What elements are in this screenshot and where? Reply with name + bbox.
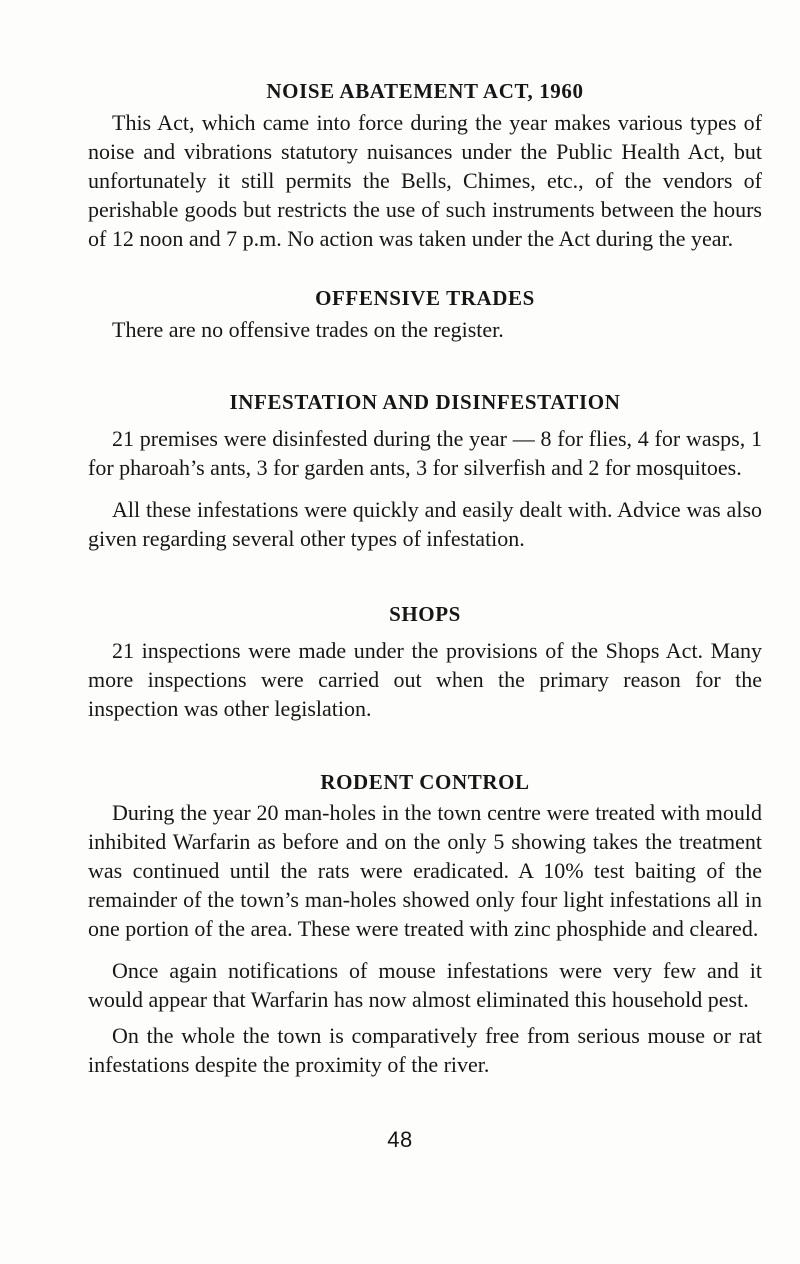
section-noise-abatement-act xyxy=(88,76,762,253)
paragraph: 21 premises were disinfested during the year — 8 for flies, 4 for wasps, 1 for pharoah’s ants, 3 for garden ants, 3 for silverfish and 2 for mosquitoes. xyxy=(88,426,762,480)
section-rodent-control xyxy=(88,767,762,1079)
page-content xyxy=(88,76,762,1079)
section-heading: INFESTATION AND DISINFESTATION xyxy=(229,390,621,414)
section-heading: OFFENSIVE TRADES xyxy=(315,286,535,310)
section-offensive-trades xyxy=(88,283,762,344)
paragraph: There are no offensive trades on the register. xyxy=(112,317,504,342)
section-infestation-and-disinfestation xyxy=(88,387,762,553)
paragraph: During the year 20 man-holes in the town centre were treated with mould inhibited Warfarin as before and on the only 5 showing takes the treatment was continued until the rats were eradicated. A 10% test baiting of the remainder of the town’s man-holes showed only four light infestations all in one portion of the area. These were treated with zinc phosphide and cleared. xyxy=(88,800,762,941)
paragraph: 21 inspections were made under the provisions of the Shops Act. Many more inspections were carried out when the primary reason for the inspection was other legislation. xyxy=(88,638,762,721)
section-shops xyxy=(88,599,762,723)
paragraph: This Act, which came into force during the year makes various types of noise and vibrations statutory nuisances under the Public Health Act, but unfortunately it still permits the Bells, Chimes, etc., of the vendors of perishable goods but restricts the use of such instruments between the hours of 12 noon and 7 p.m. No action was taken under the Act during the year. xyxy=(88,110,762,251)
page-number: 48 xyxy=(387,1127,413,1152)
paragraph: All these infestations were quickly and easily dealt with. Advice was also given regarding several other types of infestation. xyxy=(88,497,762,551)
paragraph: On the whole the town is comparatively free from serious mouse or rat infestations despite the proximity of the river. xyxy=(88,1023,762,1077)
section-heading: NOISE ABATEMENT ACT, 1960 xyxy=(266,79,584,103)
paragraph: Once again notifications of mouse infestations were very few and it would appear that Warfarin has now almost eliminated this household pest. xyxy=(88,958,762,1012)
section-heading: SHOPS xyxy=(389,602,461,626)
section-heading: RODENT CONTROL xyxy=(320,770,530,794)
